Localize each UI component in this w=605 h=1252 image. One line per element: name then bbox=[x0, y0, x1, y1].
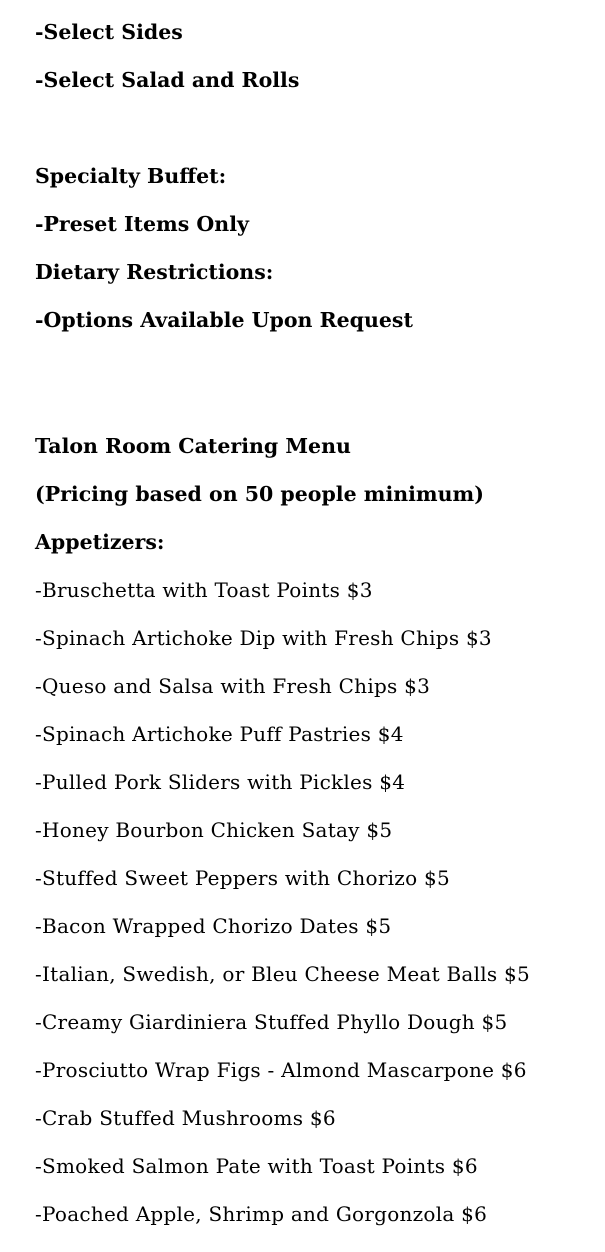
appetizer-item: -Spinach Artichoke Dip with Fresh Chips $3 bbox=[35, 626, 492, 650]
appetizer-item: -Stuffed Sweet Peppers with Chorizo $5 bbox=[35, 866, 450, 890]
dietary-options-text: -Options Available Upon Request bbox=[35, 308, 413, 332]
appetizer-item: -Bacon Wrapped Chorizo Dates $5 bbox=[35, 914, 392, 938]
dietary-restrictions-heading: Dietary Restrictions: bbox=[35, 260, 274, 284]
appetizer-item: -Spinach Artichoke Puff Pastries $4 bbox=[35, 722, 404, 746]
appetizer-item: -Honey Bourbon Chicken Satay $5 bbox=[35, 818, 393, 842]
specialty-buffet-heading: Specialty Buffet: bbox=[35, 164, 227, 188]
appetizer-item: -Pulled Pork Sliders with Pickles $4 bbox=[35, 770, 406, 794]
appetizer-item: -Prosciutto Wrap Figs - Almond Mascarpone $6 bbox=[35, 1058, 527, 1082]
appetizer-item: -Italian, Swedish, or Bleu Cheese Meat Balls $5 bbox=[35, 962, 530, 986]
select-salad-rolls-text: -Select Salad and Rolls bbox=[35, 68, 300, 92]
menu-title: Talon Room Catering Menu bbox=[35, 434, 351, 458]
appetizer-item: -Creamy Giardiniera Stuffed Phyllo Dough $5 bbox=[35, 1010, 508, 1034]
appetizer-item: -Crab Stuffed Mushrooms $6 bbox=[35, 1106, 336, 1130]
appetizer-item: -Queso and Salsa with Fresh Chips $3 bbox=[35, 674, 431, 698]
appetizer-item: -Smoked Salmon Pate with Toast Points $6 bbox=[35, 1154, 478, 1178]
appetizer-item: -Bruschetta with Toast Points $3 bbox=[35, 578, 373, 602]
appetizer-item: -Poached Apple, Shrimp and Gorgonzola $6 bbox=[35, 1202, 488, 1226]
preset-items-text: -Preset Items Only bbox=[35, 212, 249, 236]
pricing-note: (Pricing based on 50 people minimum) bbox=[35, 482, 484, 506]
select-sides-text: -Select Sides bbox=[35, 20, 183, 44]
appetizers-heading: Appetizers: bbox=[35, 530, 165, 554]
